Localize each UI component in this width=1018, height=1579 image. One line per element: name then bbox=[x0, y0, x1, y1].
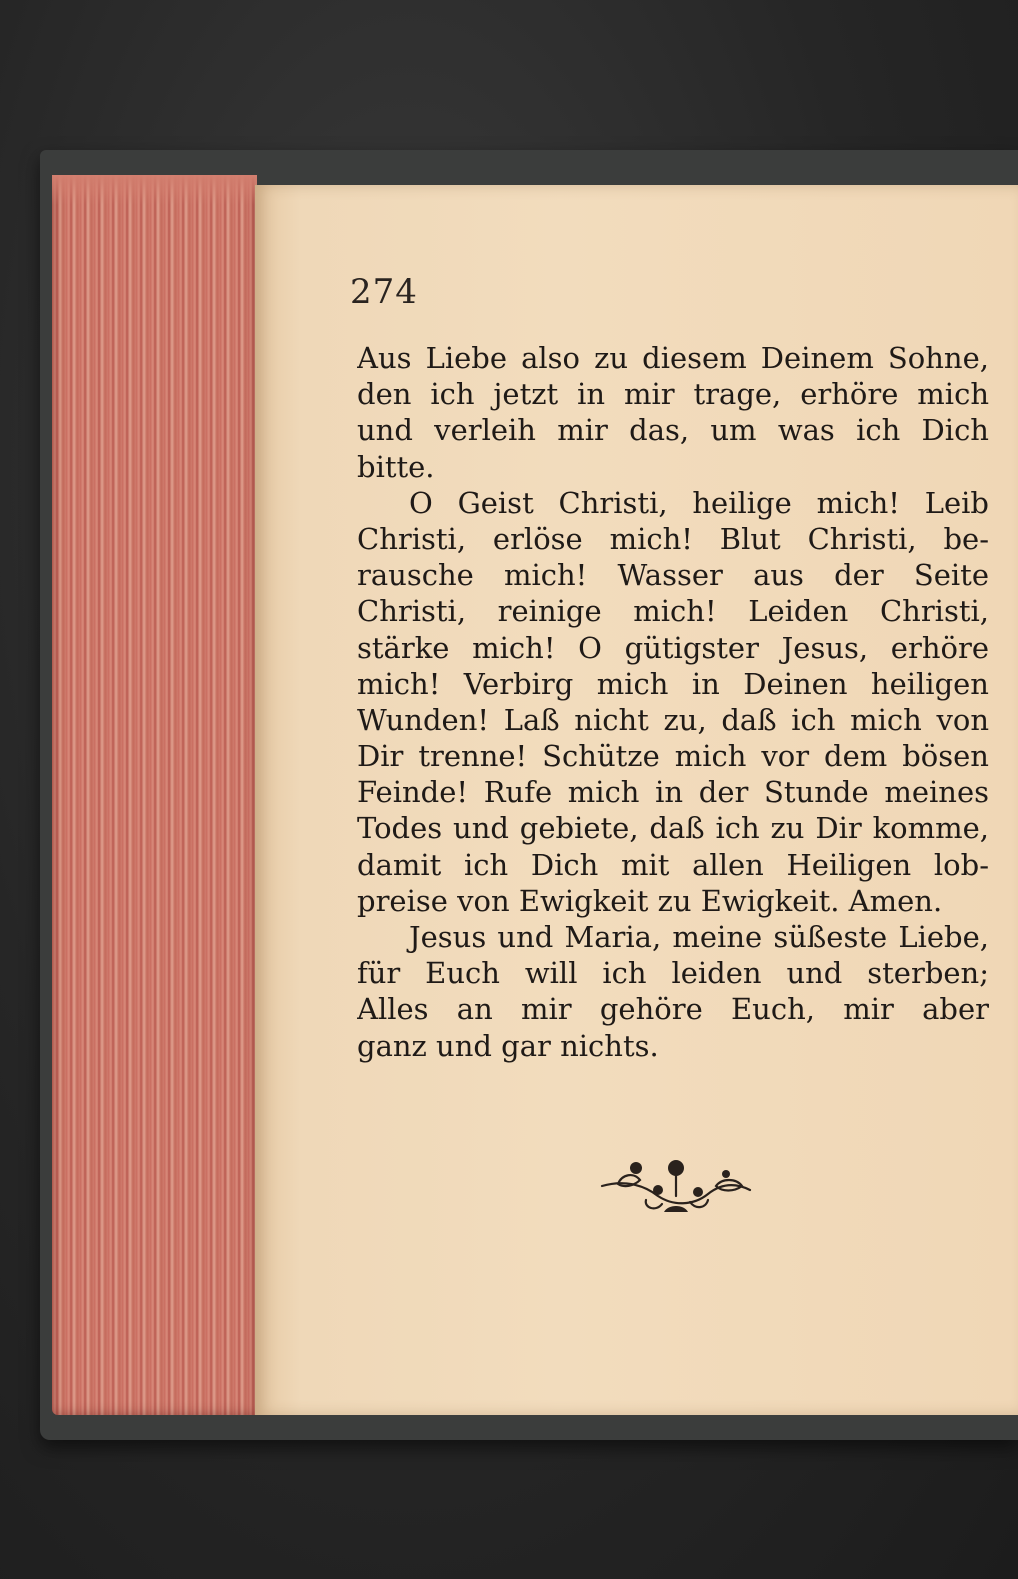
text-line: und verleih mir das, um was ich Dich bbox=[357, 413, 989, 448]
text-line: Christi, reinige mich! Leiden Christi, bbox=[357, 594, 989, 629]
text-line: Wunden! Laß nicht zu, daß ich mich von bbox=[357, 702, 989, 737]
text-line: Aus Liebe also zu diesem Deinem Sohne, bbox=[357, 341, 989, 375]
text-line: Dir trenne! Schütze mich vor dem bösen bbox=[357, 739, 989, 774]
text-line: stärke mich! O gütigster Jesus, erhöre bbox=[357, 630, 989, 665]
text-line: den ich jetzt in mir trage, erhöre mich bbox=[357, 377, 989, 412]
text-line: Todes und gebiete, daß ich zu Dir komme, bbox=[357, 811, 989, 846]
text-line: preise von Ewigkeit zu Ewigkeit. Amen. bbox=[357, 883, 943, 918]
text-line: rausche mich! Wasser aus der Seite bbox=[357, 558, 989, 593]
text-line: bitte. bbox=[357, 449, 435, 484]
floral-ornament-icon bbox=[598, 1156, 754, 1216]
page-number: 274 bbox=[350, 272, 418, 312]
text-line: Jesus und Maria, meine süßeste Liebe, bbox=[409, 920, 989, 954]
book-page-edges bbox=[52, 175, 257, 1415]
prayer-text bbox=[357, 340, 989, 1064]
text-line: Feinde! Rufe mich in der Stunde meines bbox=[357, 775, 989, 810]
text-line: mich! Verbirg mich in Deinen heiligen bbox=[357, 666, 989, 701]
text-line: damit ich Dich mit allen Heiligen lob- bbox=[357, 847, 989, 882]
text-line: für Euch will ich leiden und sterben; bbox=[357, 956, 989, 991]
text-line: ganz und gar nichts. bbox=[357, 1028, 659, 1063]
text-line: O Geist Christi, heilige mich! Leib bbox=[409, 485, 989, 520]
text-line: Alles an mir gehöre Euch, mir aber bbox=[357, 992, 989, 1027]
text-line: Christi, erlöse mich! Blut Christi, be- bbox=[357, 521, 989, 556]
